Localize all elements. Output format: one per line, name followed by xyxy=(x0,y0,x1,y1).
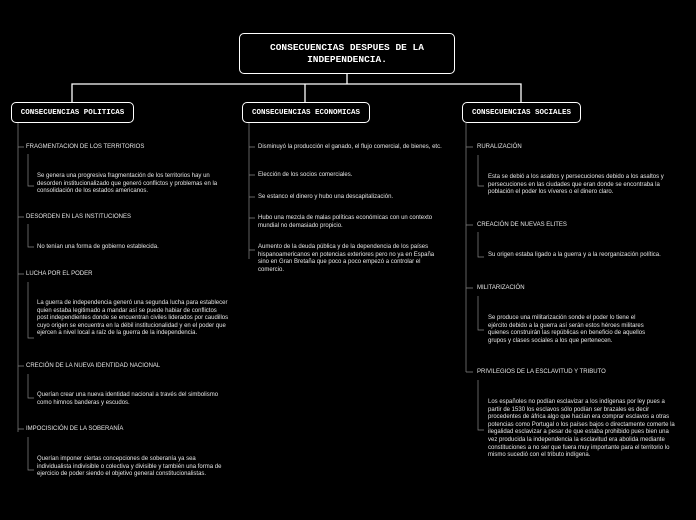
politicas-detail-2[interactable]: No tenían una forma de gobierno establecida. xyxy=(37,244,159,250)
sociales-detail-1[interactable]: Esta se debió a los asaltos y persecuciones debido a los asaltos y persecuciones en las ciudades que eran donde se encontraba la población el poder los víveres o el dinero claro. xyxy=(488,174,664,196)
sociales-detail-3[interactable]: Se produce una militarización sonde el poder lo tiene el ejército debido a la guerra así serán estos héroes militares quienes construirán las repúblicas en beneficio de aquellos grupos y clases sociales a los que pertenecen. xyxy=(488,315,646,344)
sociales-heading-4[interactable]: PRIVILEGIOS DE LA ESCLAVITUD Y TRIBUTO xyxy=(477,369,606,375)
economicas-item-4[interactable]: Hubo una mezcla de malas políticas económicas con un contexto mundial no demasiado propicio. xyxy=(258,215,433,229)
politicas-heading-1[interactable]: FRAGMENTACION DE LOS TERRITORIOS xyxy=(26,144,145,150)
politicas-detail-4[interactable]: Querían crear una nueva identidad nacional a través del simbolismo como himnos banderas y escudos. xyxy=(37,392,219,406)
sociales-detail-4[interactable]: Los españoles no podían esclavizar a los indígenas por ley pues a partir de 1530 los esclavos sólo podían ser brazales es decir procedentes de áfrica algo que hacían era comprar esclavos a otras potencias como Portugal o los países bajos o directamente comerte la ilegalidad esclavizar a pesar de que estaba prohibido pues bien una vez producida la independencia la esclavitud era abolida mediante constituciones a no ser que fuera muy importante para el territorio lo mismo sucedió con el tributo indígena. xyxy=(488,399,675,459)
root-node[interactable]: CONSECUENCIAS DESPUES DE LA INDEPENDENCIA. xyxy=(239,33,455,74)
sociales-heading-1[interactable]: RURALIZACIÓN xyxy=(477,144,522,150)
sociales-heading-3[interactable]: MILITARIZACIÓN xyxy=(477,285,525,291)
politicas-detail-3[interactable]: La guerra de independencia generó una segunda lucha para establecer quien estaba legitimado a mandar así se puede habiar de conflictos post independientes donde se encuentran civiles liderados por caudillos cuyo origen se encuentra en la débil institucionalidad y en el poder que ejercen a nivel local a raíz de la guerra de la independencia. xyxy=(37,300,229,337)
branch-politicas[interactable]: CONSECUENCIAS POLITICAS xyxy=(11,102,134,123)
politicas-heading-3[interactable]: LUCHA POR EL PODER xyxy=(26,271,93,277)
economicas-item-2[interactable]: Elección de los socios comerciales. xyxy=(258,172,353,178)
sociales-detail-2[interactable]: Su origen estaba ligado a la guerra y a la reorganización política. xyxy=(488,252,661,258)
politicas-heading-5[interactable]: IMPOCISICIÓN DE LA SOBERANÍA xyxy=(26,426,124,432)
branch-economicas[interactable]: CONSECUENCIAS ECONOMICAS xyxy=(242,102,370,123)
economicas-item-5[interactable]: Aumento de la deuda pública y de la dependencia de los países hispanoamericanos en potencias exteriores pero no ya en España sino en Gran Bretaña que poco a poco empezó a controlar el comercio. xyxy=(258,244,435,273)
politicas-heading-4[interactable]: CRECIÓN DE LA NUEVA IDENTIDAD NACIONAL xyxy=(26,363,161,369)
sociales-heading-2[interactable]: CREACIÓN DE NUEVAS ELITES xyxy=(477,222,567,228)
politicas-detail-5[interactable]: Querían imponer ciertas concepciones de soberanía ya sea individualista indivisible o colectiva y divisible y también una forma de ejercicio de poder siendo el objetivo general constitucionalistas. xyxy=(37,456,222,478)
economicas-item-3[interactable]: Se estanco el dinero y hubo una descapitalización. xyxy=(258,194,394,200)
politicas-heading-2[interactable]: DESORDEN EN LAS INSTITUCIONES xyxy=(26,214,132,220)
politicas-detail-1[interactable]: Se genera una progresiva fragmentación de los territorios hay un desorden institucionalizado que generó conflictos y problemas en la consolidación de los estados americanos. xyxy=(37,173,218,195)
branch-sociales[interactable]: CONSECUENCIAS SOCIALES xyxy=(462,102,581,123)
economicas-item-1[interactable]: Disminuyó la producción el ganado, el flujo comercial, de bienes, etc. xyxy=(258,144,442,150)
